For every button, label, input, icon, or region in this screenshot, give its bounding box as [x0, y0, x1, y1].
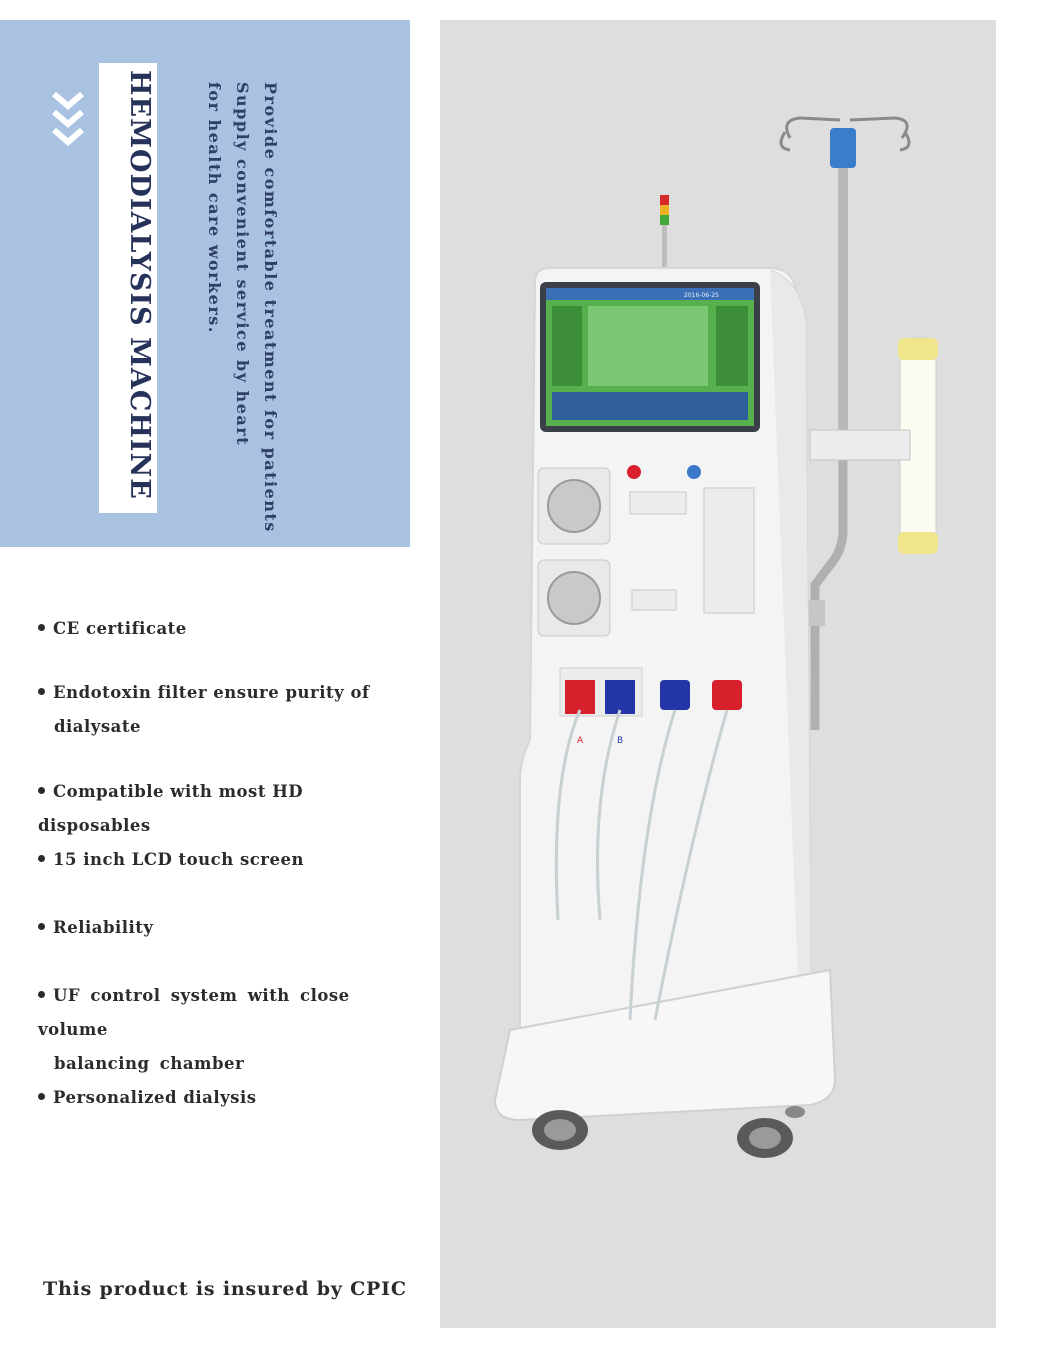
port-a-label: A	[577, 736, 584, 746]
feature-text: 15 inch LCD touch screen	[53, 850, 304, 869]
feature-item	[38, 911, 154, 945]
product-photo	[440, 20, 996, 1328]
tagline-line-2: Supply convenient service by heart	[233, 82, 252, 447]
feature-text: Compatible with most HD disposables	[38, 782, 304, 835]
tagline-line-1: Provide comfortable treatment for patients	[261, 82, 280, 533]
hemodialysis-machine-illustration	[440, 20, 996, 1328]
feature-item	[38, 979, 418, 1081]
bullet-icon	[38, 624, 45, 631]
bullet-icon	[38, 688, 45, 695]
insurance-note: This product is insured by CPIC	[43, 1278, 407, 1300]
tagline-line-3: for health care workers.	[205, 82, 224, 334]
bullet-icon	[38, 787, 45, 794]
feature-item	[38, 612, 187, 646]
screen-date: 2016-06-25	[684, 292, 719, 299]
lcd-touch-screen	[540, 282, 760, 432]
feature-text: CE certificate	[53, 619, 187, 638]
feature-item	[38, 843, 304, 877]
feature-item	[38, 1081, 257, 1115]
feature-item	[38, 775, 418, 843]
bullet-icon	[38, 991, 45, 998]
dialyzer	[810, 338, 938, 554]
chevron-down-icon	[48, 90, 88, 160]
bullet-icon	[38, 855, 45, 862]
page-title: HEMODIALYSIS MACHINE	[124, 70, 155, 500]
port-b-label: B	[617, 736, 624, 746]
feature-text: Personalized dialysis	[53, 1088, 257, 1107]
feature-text: Endotoxin filter ensure purity of	[53, 683, 370, 702]
wheels	[532, 1106, 805, 1158]
feature-text-continued: balancing chamber	[54, 1054, 245, 1073]
bullet-icon	[38, 923, 45, 930]
bullet-icon	[38, 1093, 45, 1100]
feature-item	[38, 676, 370, 744]
feature-text: UF control system with close volume	[38, 986, 350, 1039]
feature-text-continued: dialysate	[54, 717, 141, 736]
feature-text: Reliability	[53, 918, 154, 937]
